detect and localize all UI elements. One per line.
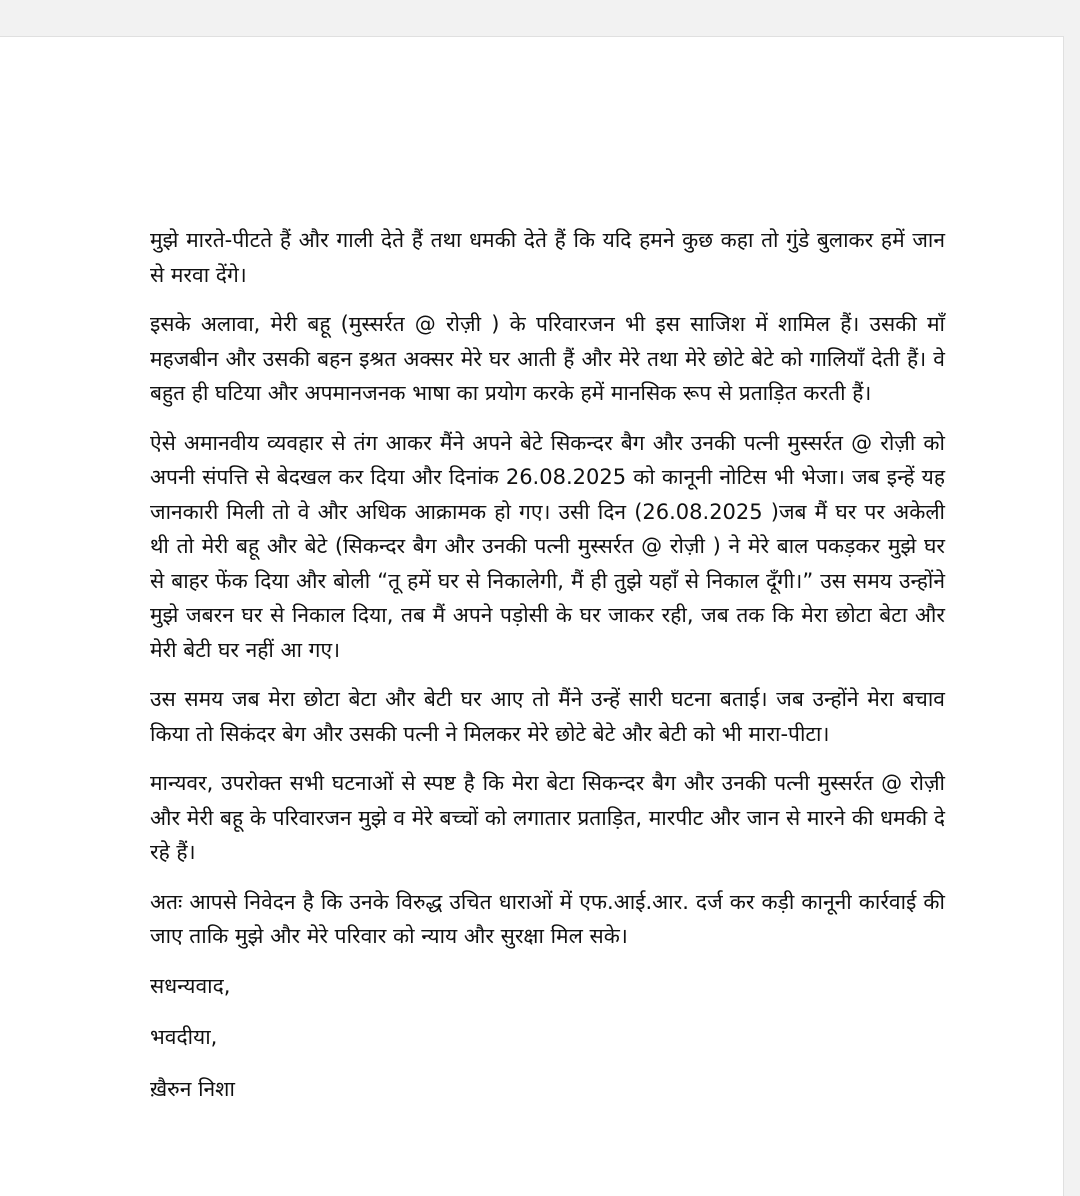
document-page	[0, 36, 1064, 1196]
closing-thanks: सधन्यवाद,	[150, 973, 231, 998]
paragraph-assault: उस समय जब मेरा छोटा बेटा और बेटी घर आए तो मैंने उन्हें सारी घटना बताई। जब उन्होंने मेरा बचाव किया तो सिकंदर बेग और उसकी पत्नी ने मिलकर मेरे छोटे बेटे और बेटी को भी मारा-पीटा।	[150, 687, 945, 746]
paragraph-summary: मान्यवर, उपरोक्त सभी घटनाओं से स्पष्ट है कि मेरा बेटा सिकन्दर बैग और उनकी पत्नी मुस्सर्रत @ रोज़ी और मेरी बहू के परिवारजन मुझे व मेरे बच्चों को लगातार प्रताड़ित, मारपीट और जान से मारने की धमकी दे रहे हैं।	[150, 771, 945, 864]
paragraph-threats: मुझे मारते-पीटते हैं और गाली देते हैं तथा धमकी देते हैं कि यदि हमने कुछ कहा तो गुंडे बुलाकर हमें जान से मरवा देंगे।	[150, 228, 945, 287]
paragraph-request: अतः आपसे निवेदन है कि उनके विरुद्ध उचित धाराओं में एफ.आई.आर. दर्ज कर कड़ी कानूनी कार्रवाई की जाए ताकि मुझे और मेरे परिवार को न्याय और सुरक्षा मिल सके।	[150, 889, 945, 948]
valediction: भवदीया,	[150, 1025, 218, 1049]
letter-body	[150, 223, 945, 1123]
paragraph-in-laws: इसके अलावा, मेरी बहू (मुस्सर्रत @ रोज़ी ) के परिवारजन भी इस साजिश में शामिल हैं। उसकी माँ महजबीन और उसकी बहन इश्रत अक्सर मेरे घर आती हैं और मेरे तथा मेरे छोटे बेटे को गालियाँ देती हैं। वे बहुत ही घटिया और अपमानजनक भाषा का प्रयोग करके हमें मानसिक रूप से प्रताड़ित करती हैं।	[150, 312, 945, 405]
paragraph-eviction: ऐसे अमानवीय व्यवहार से तंग आकर मैंने अपने बेटे सिकन्दर बैग और उनकी पत्नी मुस्सर्रत @ रोज़ी को अपनी संपत्ति से बेदखल कर दिया और दिनांक 26.08.2025 को कानूनी नोटिस भी भेजा। जब इन्हें यह जानकारी मिली तो वे और अधिक आक्रामक हो गए। उसी दिन (26.08.2025 )जब मैं घर पर अकेली थी तो मेरी बहू और बेटे (सिकन्दर बैग और उनकी पत्नी मुस्सर्रत @ रोज़ी ) ने मेरे बाल पकड़कर मुझे घर से बाहर फेंक दिया और बोली “तू हमें घर से निकालेगी, मैं ही तुझे यहाँ से निकाल दूँगी।” उस समय उन्होंने मुझे जबरन घर से निकाल दिया, तब मैं अपने पड़ोसी के घर जाकर रही, जब तक कि मेरा छोटा बेटा और मेरी बेटी घर नहीं आ गए।	[150, 430, 945, 662]
signature-name: ख़ैरुन निशा	[150, 1076, 235, 1101]
